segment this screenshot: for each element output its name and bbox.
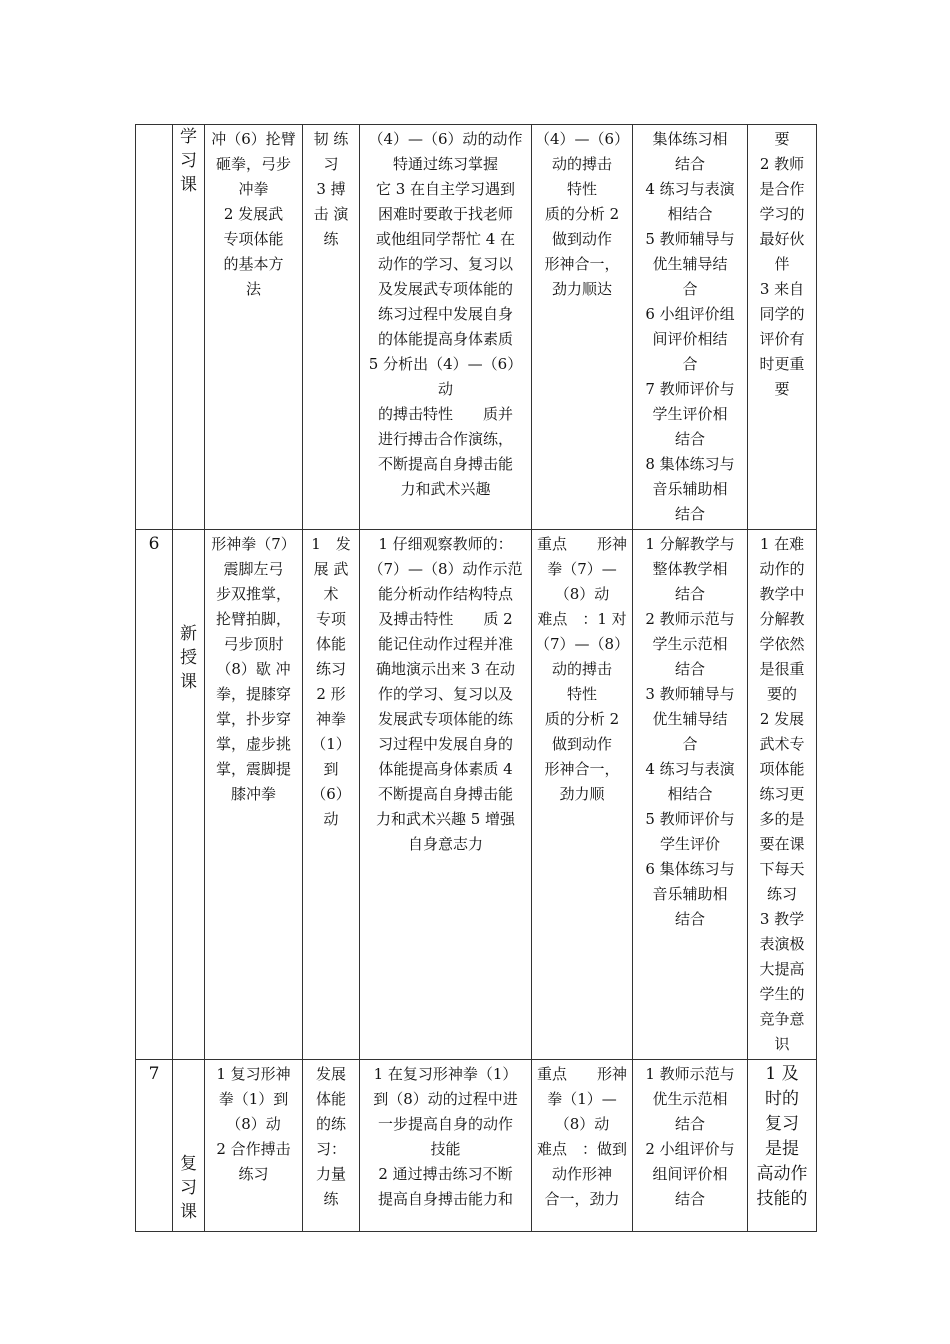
cell-line: （7）—（8） [535, 635, 630, 653]
cell-line: 要 [774, 380, 790, 398]
cell-line: 1 发 [311, 535, 351, 553]
cell-line: 是提 [765, 1139, 799, 1159]
cell-line: 下每天 [759, 860, 805, 878]
cell-line: 结合 [674, 505, 705, 523]
cell-line: 练 [323, 1190, 339, 1208]
cell-line: 8 集体练习与 [645, 455, 735, 473]
cell-line: 做到动作 [551, 230, 612, 248]
cell-line: 要 [774, 130, 790, 148]
cell-line: （8）歇 冲 [216, 660, 291, 678]
cell-content [205, 530, 303, 1060]
cell-line: 动 [323, 810, 339, 828]
cell-line: 是很重 [759, 660, 805, 678]
cell-line: 特性 [566, 180, 597, 198]
cell-line: 结合 [674, 1190, 705, 1208]
cell-line: 困难时要敢于找老师 [377, 205, 513, 223]
cell-line: 时的 [765, 1089, 799, 1109]
cell-line: 它 3 在自主学习遇到 [375, 180, 516, 198]
cell-line: 学生评价 [659, 835, 720, 853]
cell-line: 砸拳，弓步 [215, 155, 291, 173]
cell-line: 3 教师辅导与 [645, 685, 735, 703]
cell-line: 合一，劲力 [544, 1190, 620, 1208]
cell-line: 练习更 [759, 785, 805, 803]
cell-line: 结合 [674, 660, 705, 678]
cell-line: 特性 [566, 685, 597, 703]
cell-line: 组间评价相 [652, 1165, 728, 1183]
cell-line: 练习过程中发展自身 [377, 305, 513, 323]
cell-line: 优生辅导结 [652, 710, 728, 728]
cell-line: 技能 [430, 1140, 461, 1158]
table-row [136, 125, 817, 530]
cell-line: 展 武 [313, 560, 349, 578]
cell-line: 5 教师辅导与 [645, 230, 735, 248]
cell-line: 不断提高自身搏击能 [377, 785, 513, 803]
lesson-plan-table [135, 124, 817, 1232]
cell-key [532, 1060, 633, 1232]
cell-line: 2 合作搏击 [216, 1140, 291, 1158]
cell-line: 1 在复习形神拳（1） [373, 1065, 518, 1083]
cell-line: 膝冲拳 [230, 785, 276, 803]
cell-line: 高动作 [756, 1164, 808, 1184]
cell-line: 2 教师 [759, 155, 805, 173]
cell-focus [303, 530, 360, 1060]
cell-line: 不断提高自身搏击能 [377, 455, 513, 473]
cell-line: 作的学习、复习以及 [377, 685, 513, 703]
cell-line: 合 [682, 280, 698, 298]
cell-line: 的体能提高身体素质 [377, 330, 513, 348]
lesson-type-char: 授 [180, 648, 197, 668]
cell-line: 间评价相结 [652, 330, 728, 348]
cell-line: 1 教师示范与 [645, 1065, 735, 1083]
cell-line: 2 发展 [759, 710, 805, 728]
cell-line: 4 练习与表演 [645, 180, 735, 198]
cell-line: 及搏击特性 质 2 [378, 610, 513, 628]
cell-line: 音乐辅助相 [652, 480, 728, 498]
cell-line: 确地演示出来 3 在动 [375, 660, 516, 678]
cell-line: 难点 ：1 对 [537, 610, 627, 628]
cell-line: 体能提高身体素质 4 [378, 760, 513, 778]
cell-line: （4）—（6）动的动作 [368, 130, 523, 148]
row-number: 6 [136, 530, 173, 1060]
cell-line: 练习 [766, 885, 797, 903]
cell-line: 武术专 [759, 735, 805, 753]
cell-line: 拳，提膝穿 [215, 685, 291, 703]
cell-line: 集体练习相 [652, 130, 728, 148]
cell-line: 优生示范相 [652, 1090, 728, 1108]
cell-line: 掌，震脚提 [215, 760, 291, 778]
cell-line: 发展武专项体能的练 [377, 710, 513, 728]
cell-line: 练习 [238, 1165, 269, 1183]
cell-key [532, 125, 633, 530]
cell-line: 的基本方 [223, 255, 284, 273]
cell-focus [303, 1060, 360, 1232]
cell-line: 形神拳（7） [211, 535, 296, 553]
cell-line: 拳（1）— [547, 1090, 617, 1108]
cell-line: 做到动作 [551, 735, 612, 753]
cell-line: 评价有 [759, 330, 805, 348]
cell-reflect [748, 125, 817, 530]
cell-line: 结合 [674, 585, 705, 603]
cell-line: （1） [311, 735, 351, 753]
cell-line: 到 [323, 760, 339, 778]
cell-line: 5 分析出（4）—（6）动 [368, 355, 523, 398]
cell-line: 相结合 [667, 205, 713, 223]
cell-line: 学生评价相 [652, 405, 728, 423]
cell-line: 2 教师示范与 [645, 610, 735, 628]
cell-line: 4 练习与表演 [645, 760, 735, 778]
cell-line: 神拳 [315, 710, 346, 728]
cell-line: 自身意志力 [407, 835, 483, 853]
lesson-type-char: 学 [180, 127, 197, 147]
cell-line: 合 [682, 735, 698, 753]
cell-line: 优生辅导结 [652, 255, 728, 273]
cell-line: 抡臂拍脚， [215, 610, 291, 628]
cell-line: 相结合 [667, 785, 713, 803]
cell-line: 大提高 [759, 960, 805, 978]
cell-line: 3 教学 [759, 910, 805, 928]
cell-line: 韧 练 [313, 130, 349, 148]
cell-line: 习过程中发展自身的 [377, 735, 513, 753]
cell-content [205, 125, 303, 530]
cell-line: 最好伙 [759, 230, 805, 248]
cell-line: 2 小组评价与 [645, 1140, 735, 1158]
cell-line: 学生示范相 [652, 635, 728, 653]
lesson-type [173, 125, 205, 530]
cell-line: （7）—（8）动作示范 [368, 560, 523, 578]
cell-line: 时更重 [759, 355, 805, 373]
cell-line: 1 复习形神 [216, 1065, 291, 1083]
cell-line: 1 分解教学与 [645, 535, 735, 553]
cell-line: 5 教师评价与 [645, 810, 735, 828]
cell-line: 分解教 [759, 610, 805, 628]
cell-line: 形神合一， [544, 255, 620, 273]
cell-line: 拳（7）— [547, 560, 617, 578]
cell-line: （4）—（6） [535, 130, 630, 148]
cell-line: 步双推掌， [215, 585, 291, 603]
table-row [136, 530, 817, 1060]
cell-line: 6 小组评价组 [645, 305, 735, 323]
cell-line: 能记住动作过程并准 [377, 635, 513, 653]
lesson-type-char: 课 [180, 175, 197, 195]
lesson-type-char: 习 [180, 1178, 197, 1198]
cell-line: 项体能 [759, 760, 805, 778]
cell-method [633, 1060, 748, 1232]
cell-line: 能分析动作结构特点 [377, 585, 513, 603]
cell-line: 重点 形神 [536, 535, 627, 553]
cell-line: 形神合一， [544, 760, 620, 778]
lesson-type-char: 习 [180, 151, 197, 171]
cell-line: 整体教学相 [652, 560, 728, 578]
cell-line: 冲（6）抡臂 [211, 130, 296, 148]
cell-line: 表演极 [759, 935, 805, 953]
cell-line: 术 [323, 585, 339, 603]
cell-line: 的搏击特性 质并 [377, 405, 513, 423]
cell-line: 结合 [674, 1115, 705, 1133]
row-number [136, 125, 173, 530]
cell-line: 动作的学习、复习以 [377, 255, 513, 273]
cell-line: 特通过练习掌握 [392, 155, 498, 173]
cell-line: 拳（1）到 [218, 1090, 289, 1108]
cell-line: 震脚左弓 [223, 560, 284, 578]
cell-line: 要的 [766, 685, 797, 703]
cell-line: 法 [245, 280, 261, 298]
cell-line: 动的搏击 [551, 660, 612, 678]
cell-line: 动作的 [759, 560, 805, 578]
lesson-type [173, 530, 205, 1060]
cell-line: 竞争意 [759, 1010, 805, 1028]
cell-line: 复习 [765, 1114, 799, 1134]
cell-key [532, 530, 633, 1060]
cell-line: 习： [315, 1140, 346, 1158]
cell-line: 7 教师评价与 [645, 380, 735, 398]
cell-line: 多的是 [759, 810, 805, 828]
cell-line: 掌，虚步挑 [215, 735, 291, 753]
cell-line: 一步提高自身的动作 [377, 1115, 513, 1133]
cell-line: 击 演 [313, 205, 349, 223]
cell-line: 力量 [315, 1165, 346, 1183]
cell-line: 质的分析 2 [544, 205, 620, 223]
cell-line: 弓步顶肘 [223, 635, 284, 653]
cell-line: 体能 [315, 635, 346, 653]
cell-line: 1 及 [765, 1064, 799, 1084]
cell-line: 2 通过搏击练习不断 [378, 1165, 513, 1183]
cell-line: 2 形 [316, 685, 346, 703]
cell-line: 专项 [315, 610, 346, 628]
lesson-type-char: 课 [180, 672, 197, 692]
cell-line: 教学中 [759, 585, 805, 603]
cell-line: 技能的 [756, 1189, 808, 1209]
cell-line: 劲力顺达 [551, 280, 612, 298]
cell-line: （6） [311, 785, 351, 803]
cell-line: 练 [323, 230, 339, 248]
cell-line: 1 在难 [759, 535, 805, 553]
cell-line: 同学的 [759, 305, 805, 323]
cell-line: 难点 ：做到 [536, 1140, 627, 1158]
cell-line: 2 发展武 [223, 205, 284, 223]
cell-line: 力和武术兴趣 [400, 480, 491, 498]
cell-method [633, 125, 748, 530]
row-number: 7 [136, 1060, 173, 1232]
cell-line: 练习 [315, 660, 346, 678]
cell-line: 学习的 [759, 205, 805, 223]
cell-line: 冲拳 [238, 180, 269, 198]
cell-line: 的练 [315, 1115, 346, 1133]
lesson-type-char: 复 [180, 1154, 197, 1174]
cell-line: 力和武术兴趣 5 增强 [375, 810, 516, 828]
cell-line: 劲力顺 [559, 785, 605, 803]
cell-reflect [748, 1060, 817, 1232]
cell-line: 是合作 [759, 180, 805, 198]
cell-line: 结合 [674, 430, 705, 448]
cell-line: 提高自身搏击能力和 [377, 1190, 513, 1208]
cell-line: 学依然 [759, 635, 805, 653]
cell-line: 动的搏击 [551, 155, 612, 173]
cell-line: 发展 [315, 1065, 346, 1083]
cell-line: 伴 [774, 255, 790, 273]
cell-line: 习 [323, 155, 339, 173]
cell-line: 结合 [674, 910, 705, 928]
cell-line: 质的分析 2 [544, 710, 620, 728]
cell-line: 识 [774, 1035, 790, 1053]
cell-line: 重点 形神 [536, 1065, 627, 1083]
cell-line: （8）动 [554, 585, 610, 603]
cell-line: 合 [682, 355, 698, 373]
cell-method [633, 530, 748, 1060]
cell-line: 体能 [315, 1090, 346, 1108]
cell-line: 3 来自 [759, 280, 805, 298]
lesson-type [173, 1060, 205, 1232]
table-row [136, 1060, 817, 1232]
cell-line: 掌，扑步穿 [215, 710, 291, 728]
lesson-type-char: 课 [180, 1202, 197, 1222]
cell-line: 进行搏击合作演练， [377, 430, 513, 448]
cell-line: 学生的 [759, 985, 805, 1003]
cell-line: 1 仔细观察教师的： [378, 535, 513, 553]
cell-line: （8）动 [554, 1115, 610, 1133]
cell-line: 3 搏 [316, 180, 346, 198]
cell-line: 要在课 [759, 835, 805, 853]
cell-line: 及发展武专项体能的 [377, 280, 513, 298]
cell-reflect [748, 530, 817, 1060]
cell-content [205, 1060, 303, 1232]
cell-goal [360, 125, 532, 530]
cell-line: （8）动 [226, 1115, 281, 1133]
cell-line: 或他组同学帮忙 4 在 [375, 230, 516, 248]
cell-goal [360, 1060, 532, 1232]
lesson-type-char: 新 [180, 624, 197, 644]
cell-line: 到（8）动的过程中进 [373, 1090, 518, 1108]
cell-line: 音乐辅助相 [652, 885, 728, 903]
cell-goal [360, 530, 532, 1060]
cell-line: 6 集体练习与 [645, 860, 735, 878]
cell-line: 结合 [674, 155, 705, 173]
cell-line: 动作形神 [551, 1165, 612, 1183]
cell-line: 专项体能 [223, 230, 284, 248]
cell-focus [303, 125, 360, 530]
table-body [136, 125, 817, 1232]
